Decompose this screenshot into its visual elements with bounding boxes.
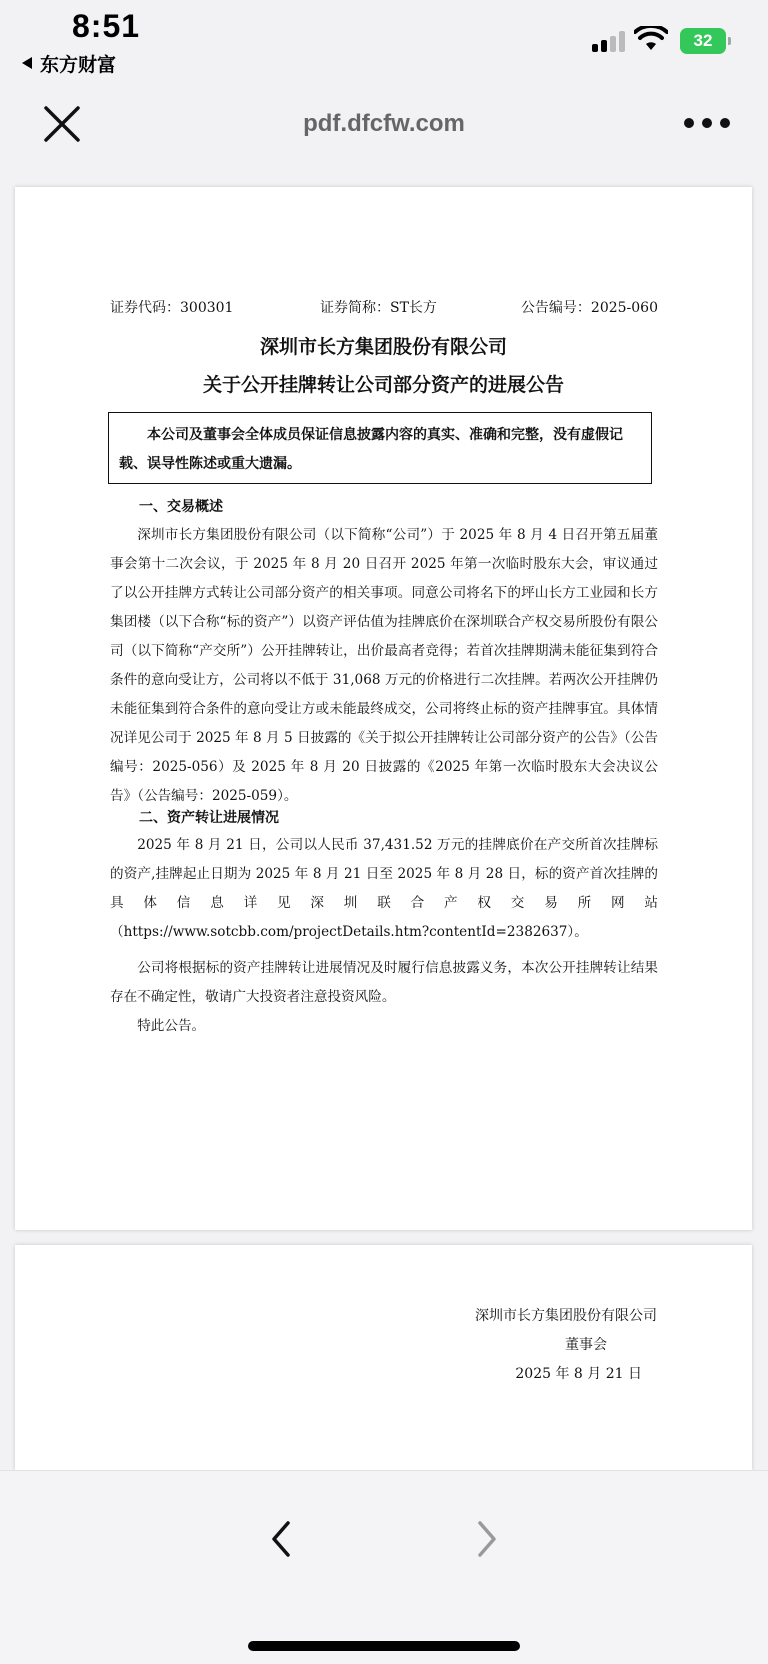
home-indicator[interactable] bbox=[248, 1641, 520, 1651]
document-page-1 bbox=[15, 187, 752, 1230]
status-time: 8:51 bbox=[72, 8, 141, 44]
security-code: 证券代码：300301 bbox=[110, 300, 234, 316]
section-2-paragraph-a: 2025 年 8 月 21 日，公司以人民币 37,431.52 万元的挂牌底价在产交所首次挂牌标的资产,挂牌起止日期为 2025 年 8 月 21 日至 2025 年 8 月 28 日，标的资产首次挂牌的具体信息详见深圳联合产权交易所网站 bbox=[110, 837, 658, 911]
sign-board: 董事会 bbox=[565, 1337, 607, 1353]
section-2-title: 二、资产转让进展情况 bbox=[139, 810, 279, 826]
battery-level: 32 bbox=[693, 31, 713, 50]
notice-number: 公告编号：2025-060 bbox=[520, 300, 658, 316]
closing-text: 特此公告。 bbox=[137, 1018, 206, 1034]
battery-icon bbox=[680, 28, 726, 54]
document-page-2 bbox=[15, 1245, 752, 1470]
doc-title-company: 深圳市长方集团股份有限公司 bbox=[259, 336, 507, 358]
back-app-label: 东方财富 bbox=[40, 55, 117, 76]
back-to-app-link[interactable] bbox=[22, 50, 116, 77]
section-2-paragraph-2: 公司将根据标的资产挂牌转让进展情况及时履行信息披露义务，本次公开挂牌转让结果存在不确定性，敬请广大投资者注意投资风险。 bbox=[110, 960, 658, 1005]
page-url: pdf.dfcfw.com bbox=[303, 110, 465, 137]
sign-date: 2025 年 8 月 21 日 bbox=[515, 1366, 642, 1382]
chevron-right-icon[interactable] bbox=[472, 1519, 502, 1559]
bottom-toolbar bbox=[0, 1470, 768, 1664]
back-triangle-icon bbox=[22, 57, 32, 69]
section-1-title: 一、交易概述 bbox=[139, 499, 223, 515]
doc-title-subject: 关于公开挂牌转让公司部分资产的进展公告 bbox=[202, 374, 564, 396]
section-1-paragraph: 深圳市长方集团股份有限公司（以下简称“公司”）于 2025 年 8 月 4 日召开第五届董事会第十二次会议，于 2025 年 8 月 20 日召开 2025 年第一次临时股东大会，审议通过了以公开挂牌方式转让公司部分资产的相关事项。同意公司将名下的坪山长方工业园和长方集团楼（以下合称“标的资产”）以资产评估值为挂牌底价在深圳联合产权交易所股份有限公司（以下简称“产交所”）公开挂牌转让，出价最高者竞得；若首次挂牌期满未能征集到符合条件的意向受让方，公司将以不低于 31,068 万元的价格进行二次挂牌。若两次公开挂牌仍未能征集到符合条件的意向受让方或未能最终成交，公司将终止标的资产挂牌事宜。具体情况详见公司于 2025 年 8 月 5 日披露的《关于拟公开挂牌转让公司部分资产的公告》（公告编号：2025-056）及 2025 年 8 月 20 日披露的《2025 年第一次临时股东大会决议公告》（公告编号：2025-059）。 bbox=[110, 527, 658, 804]
status-bar bbox=[0, 0, 768, 80]
sign-company: 深圳市长方集团股份有限公司 bbox=[475, 1308, 657, 1324]
disclosure-statement: 本公司及董事会全体成员保证信息披露内容的真实、准确和完整，没有虚假记载、误导性陈述或重大遗漏。 bbox=[119, 427, 623, 472]
section-2-paragraph-b: （https://www.sotcbb.com/projectDetails.htm?contentId=2382637）。 bbox=[110, 924, 588, 940]
more-icon[interactable] bbox=[684, 116, 730, 130]
chevron-left-icon[interactable] bbox=[266, 1519, 296, 1559]
browser-nav-bar bbox=[0, 80, 768, 172]
disclosure-statement-box bbox=[108, 412, 652, 484]
security-short-name: 证券简称：ST长方 bbox=[320, 300, 437, 316]
wifi-icon bbox=[634, 26, 668, 52]
cellular-signal-icon bbox=[592, 30, 626, 52]
